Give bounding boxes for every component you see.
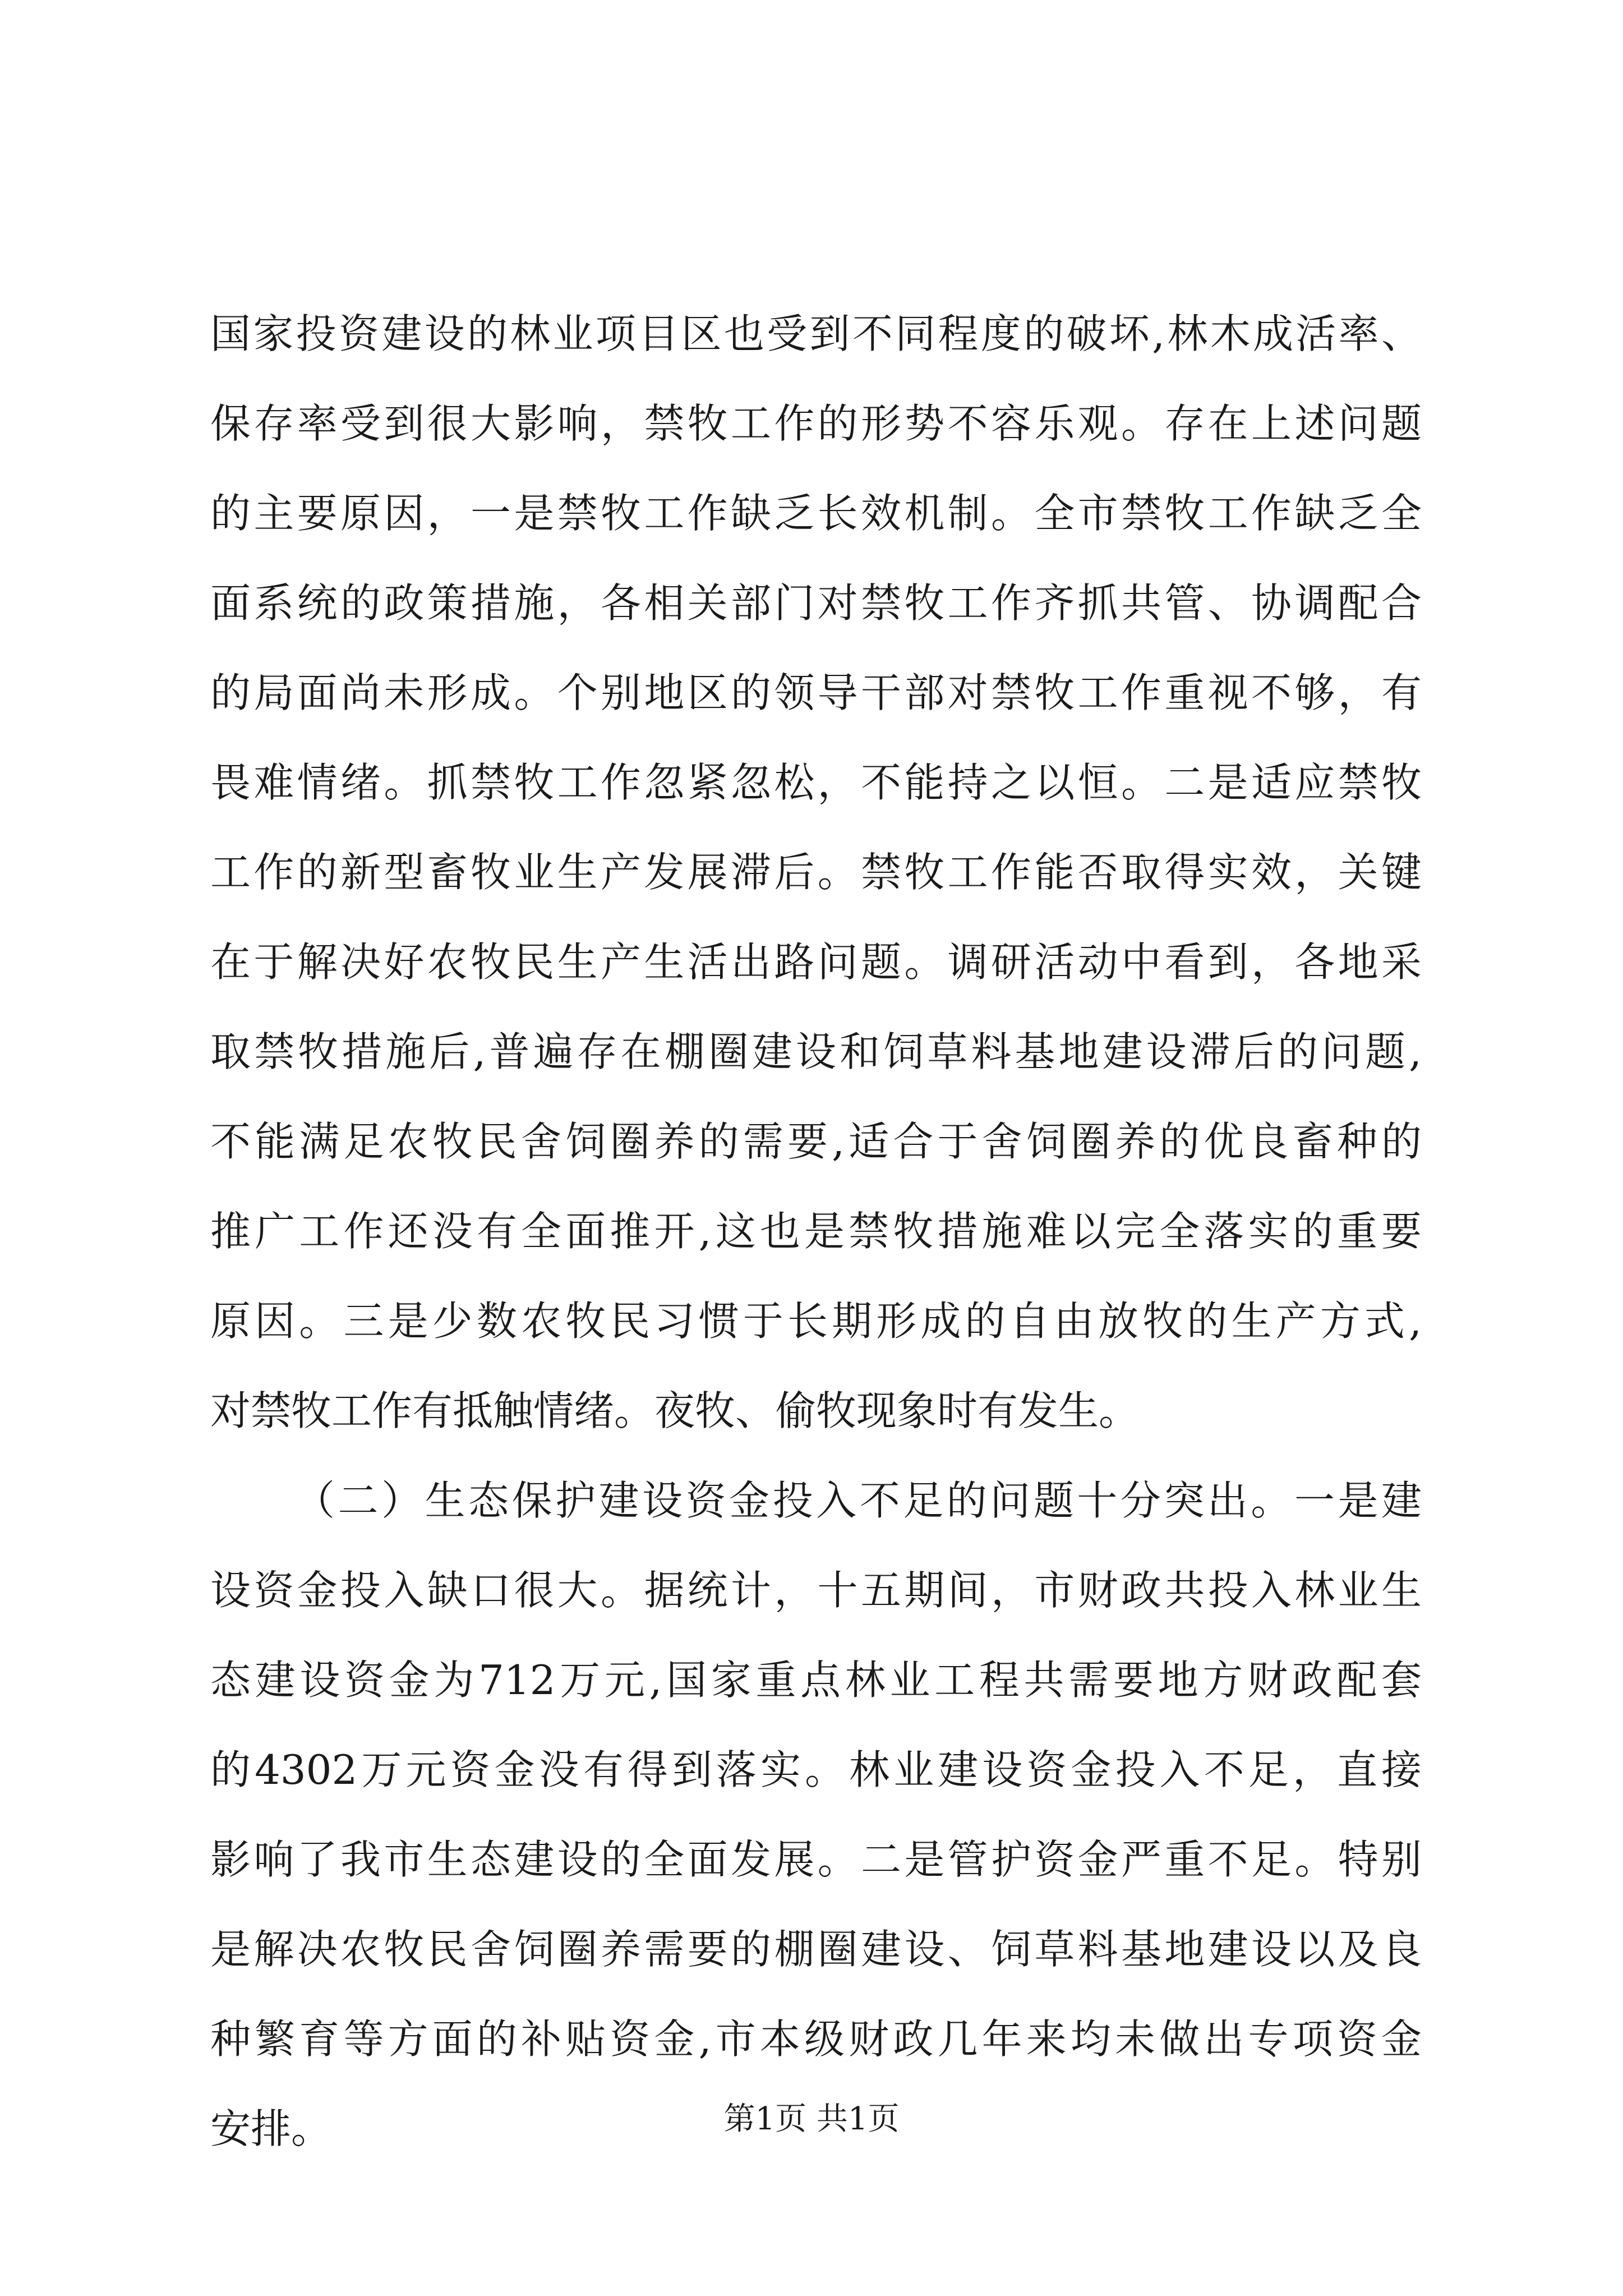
paragraph-first-line: （二）生态保护建设资金投入不足的问题十分突出。一是建 xyxy=(294,1477,1422,1524)
document-body xyxy=(210,289,1422,2174)
text-line: 原因。三是少数农牧民习惯于长期形成的自由放牧的生产方式, xyxy=(210,1297,1422,1345)
text-line: 不能满足农牧民舍饲圈养的需要,适合于舍饲圈养的优良畜种的 xyxy=(210,1118,1422,1165)
text-line: 畏难情绪。抓禁牧工作忽紧忽松，不能持之以恒。二是适应禁牧 xyxy=(210,759,1422,806)
text-line: 国家投资建设的林业项目区也受到不同程度的破坏,林木成活率、 xyxy=(210,310,1422,357)
text-line: 影响了我市生态建设的全面发展。二是管护资金严重不足。特别 xyxy=(210,1836,1422,1883)
text-line: 取禁牧措施后,普遍存在棚圈建设和饲草料基地建设滞后的问题, xyxy=(210,1028,1422,1075)
text-line: 保存率受到很大影响，禁牧工作的形势不容乐观。存在上述问题 xyxy=(210,400,1422,447)
text-line: 的4302万元资金没有得到落实。林业建设资金投入不足，直接 xyxy=(210,1746,1422,1793)
text-line: 工作的新型畜牧业生产发展滞后。禁牧工作能否取得实效，关键 xyxy=(210,849,1422,896)
text-line: 的局面尚未形成。个别地区的领导干部对禁牧工作重视不够，有 xyxy=(210,669,1422,716)
text-line: 是解决农牧民舍饲圈养需要的棚圈建设、饲草料基地建设以及良 xyxy=(210,1926,1422,1973)
text-line: 在于解决好农牧民生产生活出路问题。调研活动中看到，各地采 xyxy=(210,938,1422,986)
text-line: 对禁牧工作有抵触情绪。夜牧、偷牧现象时有发生。 xyxy=(210,1387,1140,1434)
text-line: 安排。 xyxy=(210,2105,332,2152)
text-line: 种繁育等方面的补贴资金,市本级财政几年来均未做出专项资金 xyxy=(210,2016,1422,2063)
text-line: 的主要原因，一是禁牧工作缺乏长效机制。全市禁牧工作缺乏全 xyxy=(210,490,1422,537)
page-footer: 第1页 共1页 xyxy=(723,2101,900,2137)
text-line: 态建设资金为712万元,国家重点林业工程共需要地方财政配套 xyxy=(210,1657,1422,1704)
text-line: 面系统的政策措施，各相关部门对禁牧工作齐抓共管、协调配合 xyxy=(210,579,1422,627)
text-line: 设资金投入缺口很大。据统计，十五期间，市财政共投入林业生 xyxy=(210,1567,1422,1614)
text-line: 推广工作还没有全面推开,这也是禁牧措施难以完全落实的重要 xyxy=(210,1208,1422,1255)
